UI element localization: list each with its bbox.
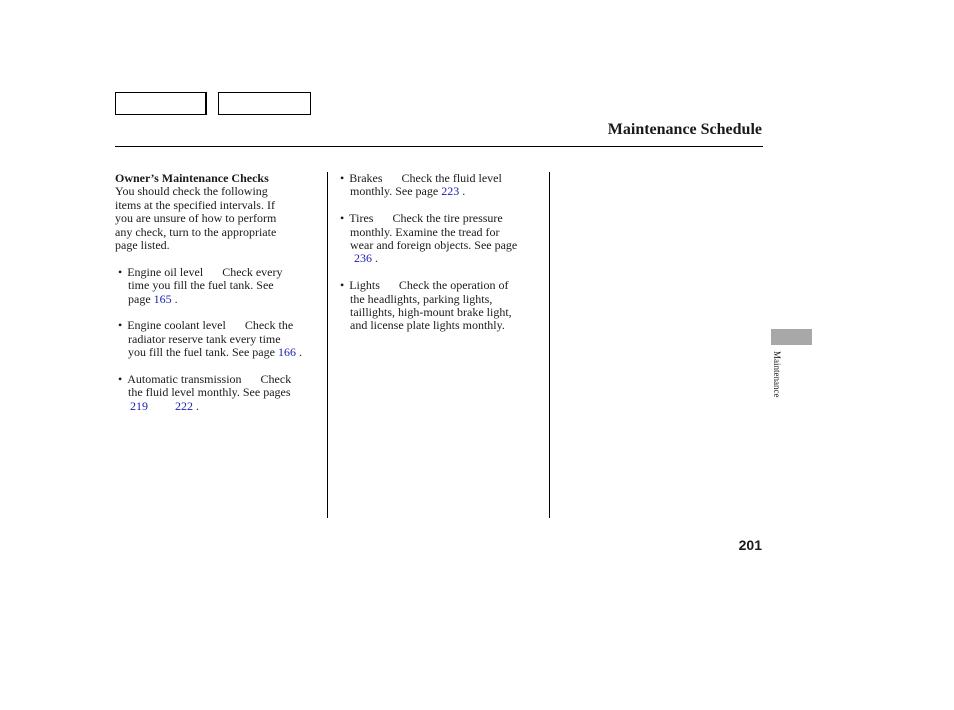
section-heading: Owner’s Maintenance Checks	[115, 171, 269, 185]
page-link-223[interactable]: 223	[441, 184, 460, 199]
sidebar-section-label	[770, 351, 784, 421]
period: .	[298, 345, 302, 360]
page-title: Maintenance Schedule	[607, 121, 762, 138]
next-page-button[interactable]	[218, 92, 311, 115]
bullet: •	[118, 264, 123, 279]
bullet: •	[340, 211, 345, 226]
page-link-165[interactable]: 165	[153, 291, 172, 306]
period: .	[196, 398, 199, 413]
item-label: Tires	[349, 211, 374, 226]
list-item-lights	[340, 279, 517, 333]
item-text: the headlights, parking lights,	[350, 291, 493, 306]
item-text: monthly. See page	[350, 184, 439, 199]
section-tab-marker	[771, 329, 812, 345]
intro-line: You should check the following	[115, 184, 268, 199]
item-label: Lights	[349, 278, 380, 293]
list-item-engine-coolant	[115, 319, 302, 359]
item-text: and license plate lights monthly.	[350, 318, 505, 333]
list-item-automatic-transmission	[115, 373, 302, 413]
intro-line: any check, turn to the appropriate	[115, 224, 277, 239]
middle-column	[340, 172, 517, 333]
left-column	[115, 172, 302, 413]
item-text: radiator reserve tank every time	[128, 331, 281, 346]
page-link-166[interactable]: 166	[277, 345, 296, 360]
column-divider	[549, 172, 550, 518]
item-text: the fluid level monthly. See pages	[128, 385, 291, 400]
item-text: Check the tire pressure	[392, 211, 503, 226]
period: .	[174, 291, 178, 306]
bullet: •	[340, 171, 345, 185]
item-text: Check every	[222, 264, 283, 279]
intro-line: you are unsure of how to perform	[115, 211, 277, 226]
page-link-222[interactable]: 222	[175, 398, 193, 413]
item-text: Check the	[244, 318, 294, 333]
page-number: 201	[738, 537, 762, 553]
item-text: wear and foreign objects. See page	[350, 237, 518, 252]
item-text: Check	[260, 371, 292, 386]
item-text: you fill the fuel tank. See page	[128, 345, 275, 360]
page-link-236[interactable]: 236	[354, 251, 372, 266]
item-text: Check the operation of	[398, 278, 509, 293]
bullet: •	[118, 371, 123, 386]
list-item-tires	[340, 212, 517, 266]
previous-page-button[interactable]	[115, 92, 207, 115]
bullet: •	[118, 318, 123, 333]
item-label: Engine coolant level	[127, 318, 226, 333]
section-label-text: Maintenance	[772, 351, 782, 398]
period: .	[462, 184, 466, 199]
item-text: taillights, high-mount brake light,	[350, 304, 512, 319]
intro-line: page listed.	[115, 237, 170, 252]
period: .	[375, 251, 378, 266]
intro-line: items at the specified intervals. If	[115, 197, 275, 212]
item-label: Automatic transmission	[127, 371, 242, 386]
list-item-engine-oil	[115, 266, 302, 306]
list-item-brakes	[340, 172, 517, 199]
item-text: page	[128, 291, 151, 306]
item-label: Brakes	[349, 171, 383, 185]
item-text: Check the fluid level	[401, 171, 502, 185]
page-link-219[interactable]: 219	[130, 398, 148, 413]
item-label: Engine oil level	[127, 264, 204, 279]
item-text: monthly. Examine the tread for	[350, 224, 500, 239]
column-divider	[327, 172, 328, 518]
title-divider	[115, 146, 763, 147]
item-text: time you fill the fuel tank. See	[128, 278, 274, 293]
bullet: •	[340, 278, 345, 293]
